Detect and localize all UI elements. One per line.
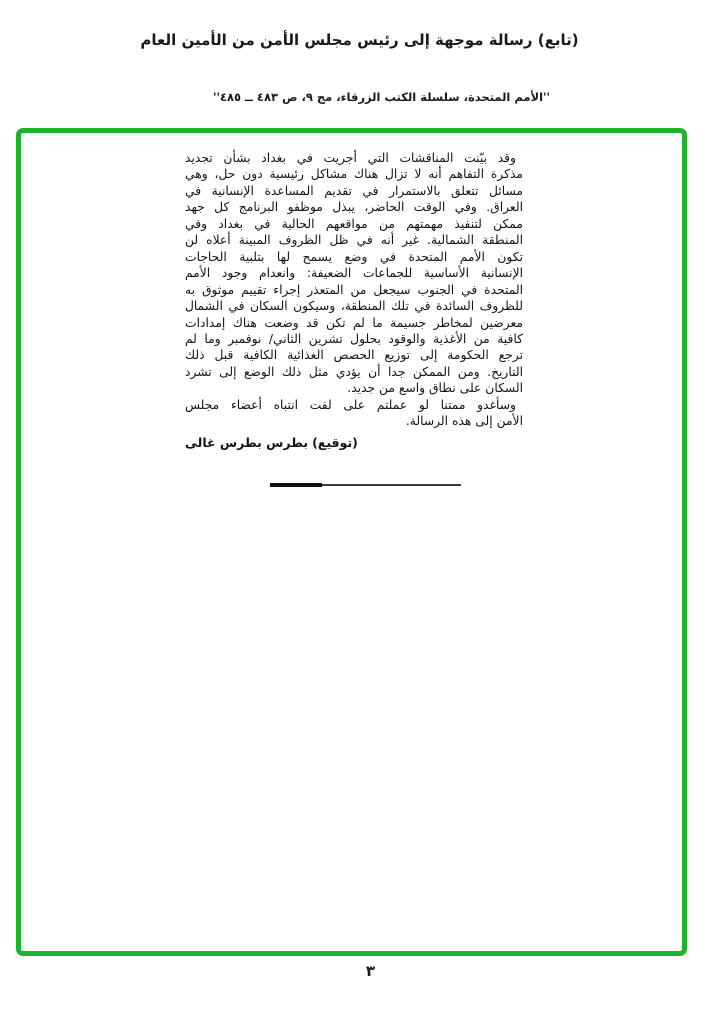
text-line: الإنسانية الأساسية للجماعات الضعيفة: وانعدام وجود الأمم <box>185 266 523 281</box>
page-number: ٣ <box>365 962 376 980</box>
text-line: السكان على نطاق واسع من جديد. <box>347 381 523 396</box>
text-line: معرضين لمخاطر جسيمة ما لم تكن قد وضعت هناك إمدادات <box>185 315 523 330</box>
separator-thick-segment <box>270 483 322 487</box>
separator-line <box>270 484 461 486</box>
text-line: مذكرة التفاهم أنه لا تزال هناك مشاكل رئيسية دون حل، وهي <box>185 167 523 182</box>
text-line: ممكن لتنفيذ مهمتهم من مواقعهم الحالية في بغداد وفي <box>185 216 523 231</box>
text-line: للظروف السائدة في تلك المنطقة، وسيكون السكان في الشمال <box>185 299 523 314</box>
text-line: وسأغدو ممتنا لو عملتم على لفت انتباه أعضاء مجلس <box>185 397 516 412</box>
text-line: كافية من الأغذية والوقود بحلول تشرين الثاني/ نوفمبر وما لم <box>185 331 523 346</box>
text-line: التاريخ. ومن الممكن جدا أن يؤدي مثل ذلك الوضع إلى تشرد <box>185 364 523 379</box>
text-line: المنطقة الشمالية. غير أنه في ظل الظروف المبينة أعلاه لن <box>185 233 523 248</box>
signature-name: بطرس بطرس غالى <box>185 434 309 450</box>
text-line: وقد بيّنت المناقشات التي أجريت في بغداد بشأن تجديد <box>185 151 516 165</box>
text-line: المتحدة في الجنوب سيجعل من المتعذر إجراء تقييم موثوق به <box>185 282 523 297</box>
text-line: مسائل تتعلق بالاستمرار في تقديم المساعدة الإنسانية في <box>185 183 523 198</box>
letter-body <box>185 150 523 451</box>
paragraph-2 <box>185 397 523 430</box>
paragraph-1 <box>185 150 523 397</box>
text-line: الأمن إلى هذه الرسالة. <box>405 414 523 429</box>
source-citation: ''الأمم المتحدة، سلسلة الكتب الزرقاء، مج ٩، ص ٤٨٣ ــ ٤٨٥'' <box>212 90 551 104</box>
signature-label: (توقيع) <box>312 434 358 450</box>
signature-line <box>185 435 523 451</box>
letter-title: (تابع) رسالة موجهة إلى رئيس مجلس الأمن من الأمين العام <box>140 31 579 49</box>
text-line: ترجع الحكومة إلى توزيع الحصص الغذائية الكافية قبل ذلك <box>185 348 523 363</box>
text-line: العراق. وفي الوقت الحاضر، يبذل موظفو البرنامج كل جهد <box>185 200 523 215</box>
text-line: تكون الأمم المتحدة في وضع يسمح لها بتلبية الحاجات <box>185 249 523 264</box>
